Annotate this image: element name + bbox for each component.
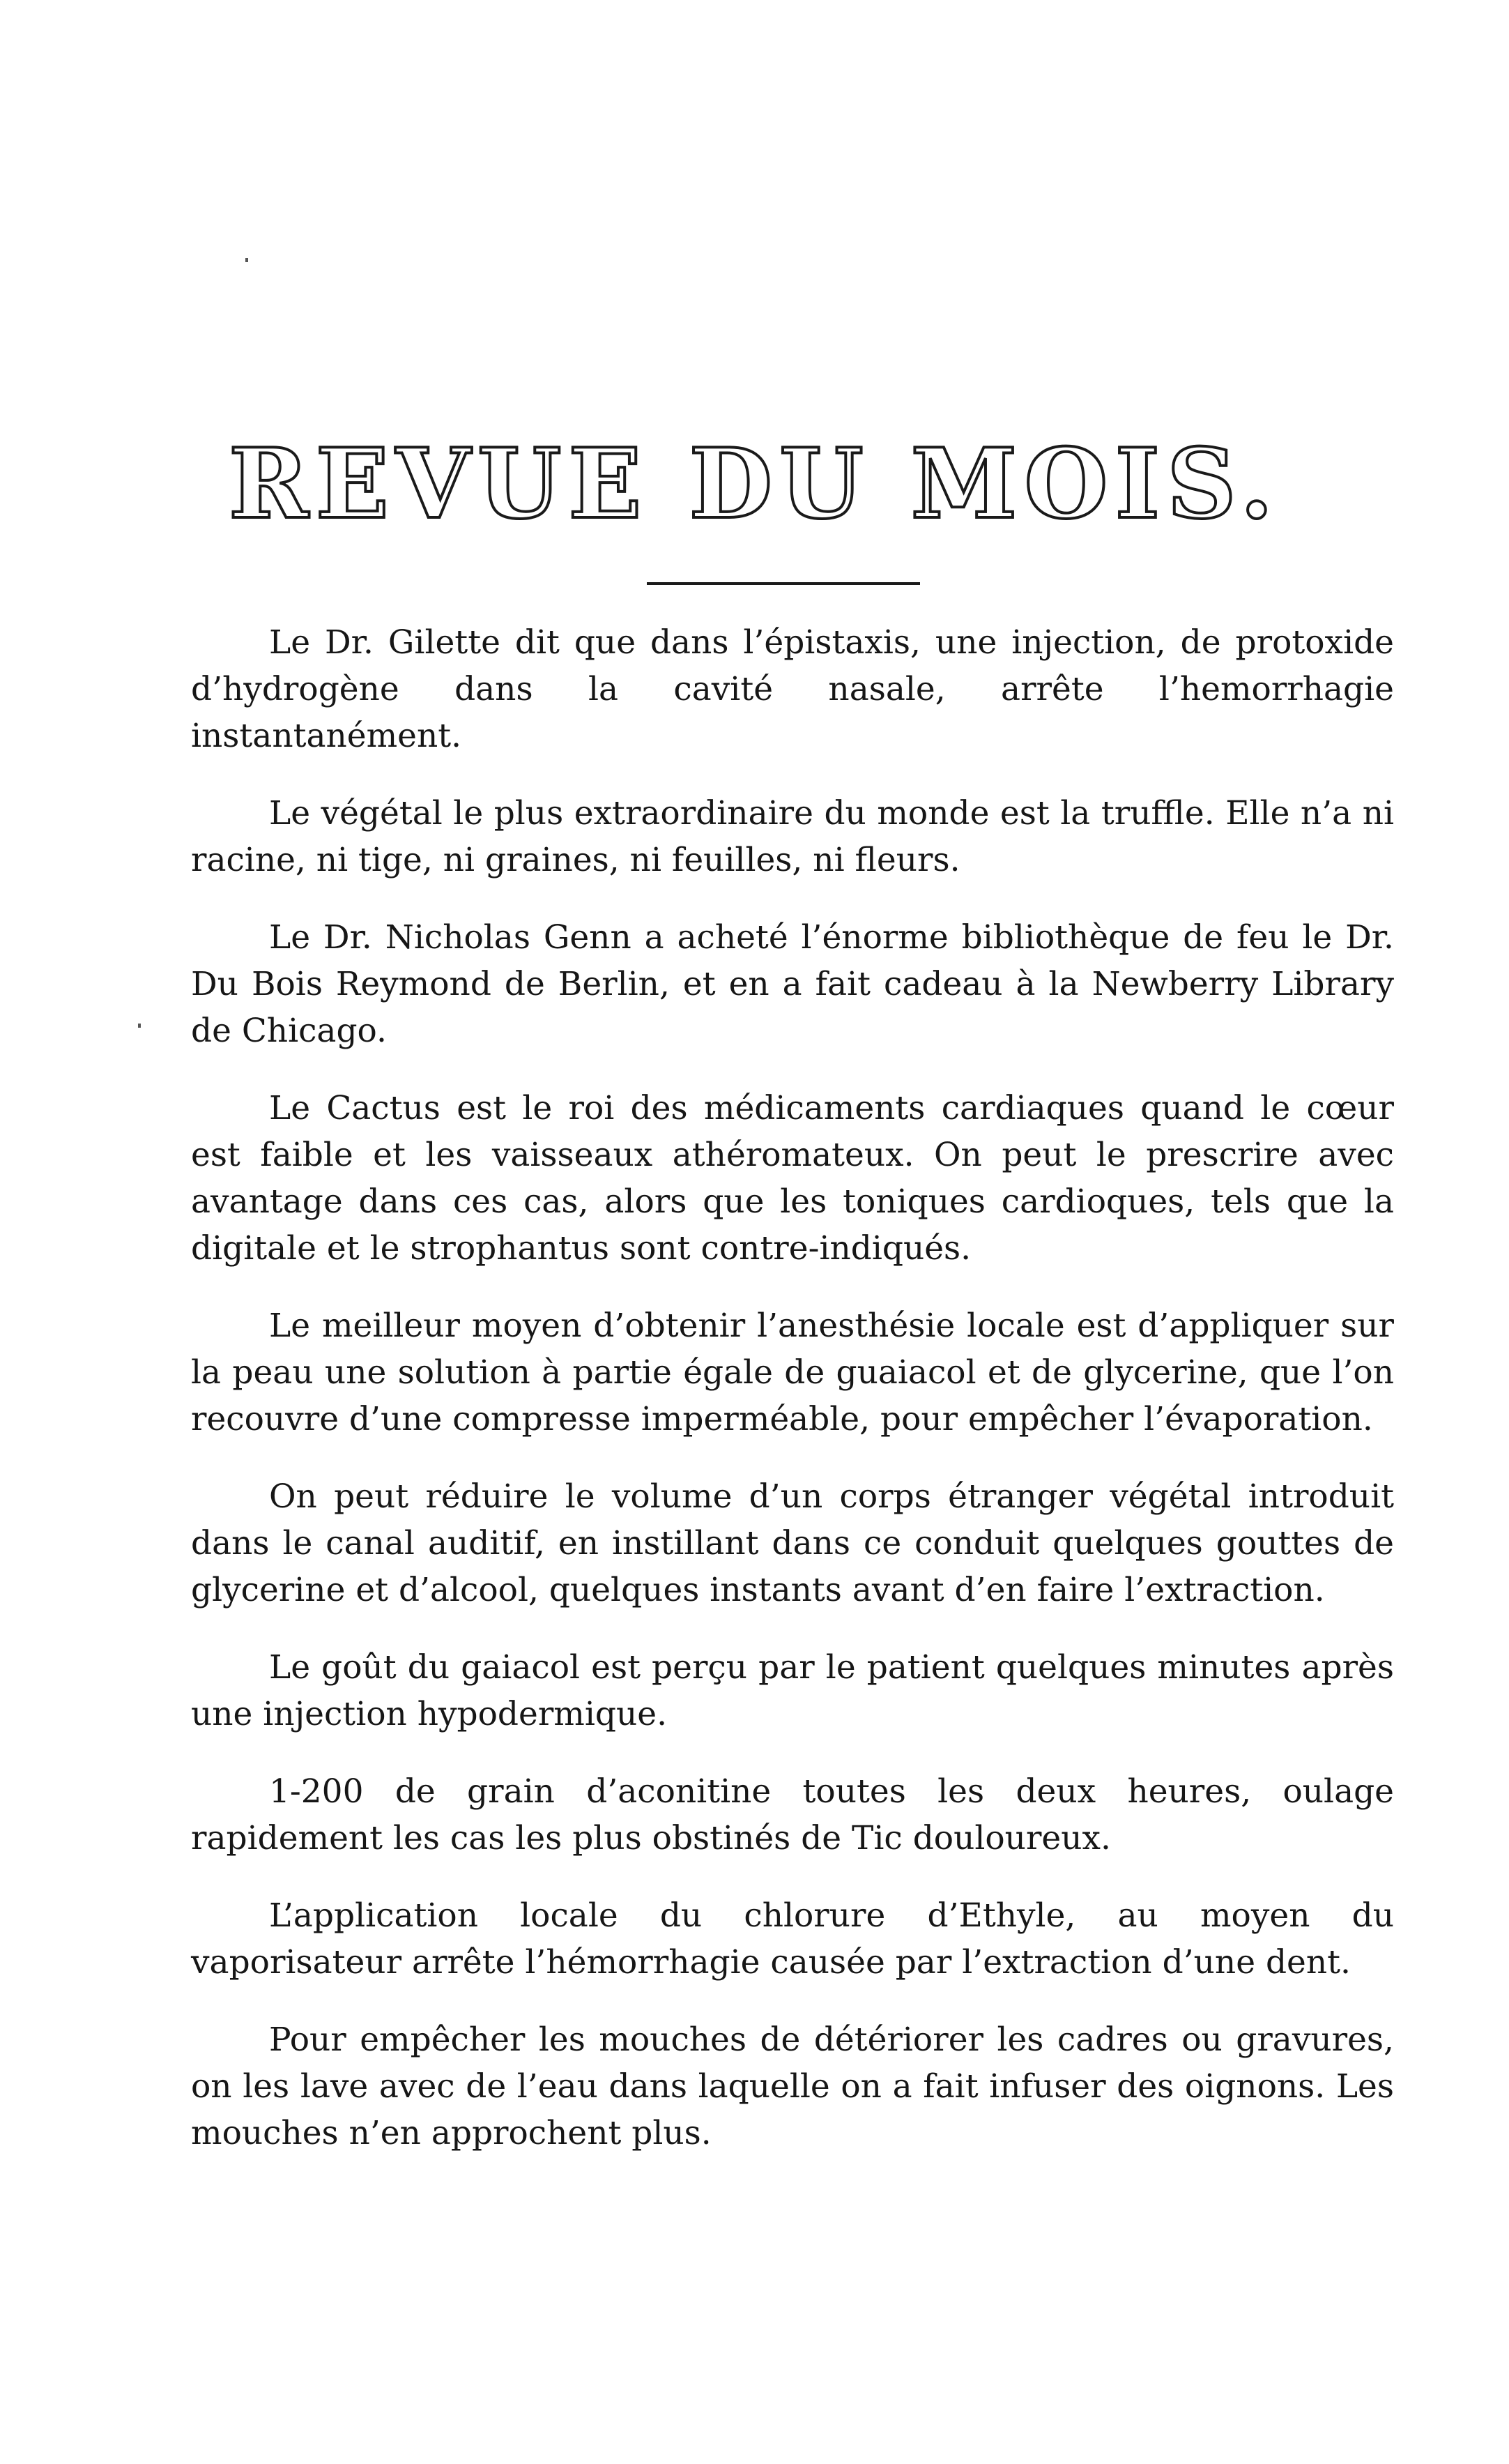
paragraph: Le Cactus est le roi des médicaments cardiaques quand le cœur est faible et les vaisseaux athéromateux. On peut le prescrire avec avantage dans ces cas, alors que les toniques cardioques, tels que la digitale et le strophantus sont contre-indiqués. — [191, 1089, 1394, 1268]
paragraph: 1-200 de grain d’aconitine toutes les deux heures, oulage rapidement les cas les plus obstinés de Tic douloureux. — [191, 1772, 1394, 1857]
article-body — [191, 619, 1394, 2187]
ink-speck — [245, 258, 248, 262]
paragraph: L’application locale du chlorure d’Ethyle, au moyen du vaporisateur arrête l’hémorrhagie causée par l’extraction d’une dent. — [191, 1896, 1394, 1982]
page-title: REVUE DU MOIS. — [229, 427, 1280, 540]
paragraph: Le goût du gaiacol est perçu par le patient quelques minutes après une injection hypodermique. — [191, 1648, 1394, 1733]
paragraph: Le Dr. Nicholas Genn a acheté l’énorme bibliothèque de feu le Dr. Du Bois Reymond de Berlin, et en a fait cadeau à la Newberry Library de Chicago. — [191, 918, 1394, 1050]
paragraph: Le Dr. Gilette dit que dans l’épistaxis, une injection, de protoxide d’hydrogène dans la cavité nasale, arrête l’hemorrhagie instantanément. — [191, 623, 1394, 755]
title-rule — [647, 582, 920, 585]
paragraph: Le meilleur moyen d’obtenir l’anesthésie locale est d’appliquer sur la peau une solution à partie égale de guaiacol et de glycerine, que l’on recouvre d’une compresse imperméable, pour empêcher l’évaporation. — [191, 1307, 1394, 1438]
paragraph: Pour empêcher les mouches de détériorer les cadres ou gravures, on les lave avec de l’eau dans laquelle on a fait infuser des oignons. Les mouches n’en approchent plus. — [191, 2021, 1394, 2152]
ink-speck — [138, 1024, 141, 1028]
paragraph: On peut réduire le volume d’un corps étranger végétal introduit dans le canal auditif, en instillant dans ce conduit quelques gouttes de glycerine et d’alcool, quelques instants avant d’en faire l’extraction. — [191, 1477, 1394, 1609]
paragraph: Le végétal le plus extraordinaire du monde est la truffle. Elle n’a ni racine, ni tige, ni graines, ni feuilles, ni fleurs. — [191, 794, 1394, 879]
